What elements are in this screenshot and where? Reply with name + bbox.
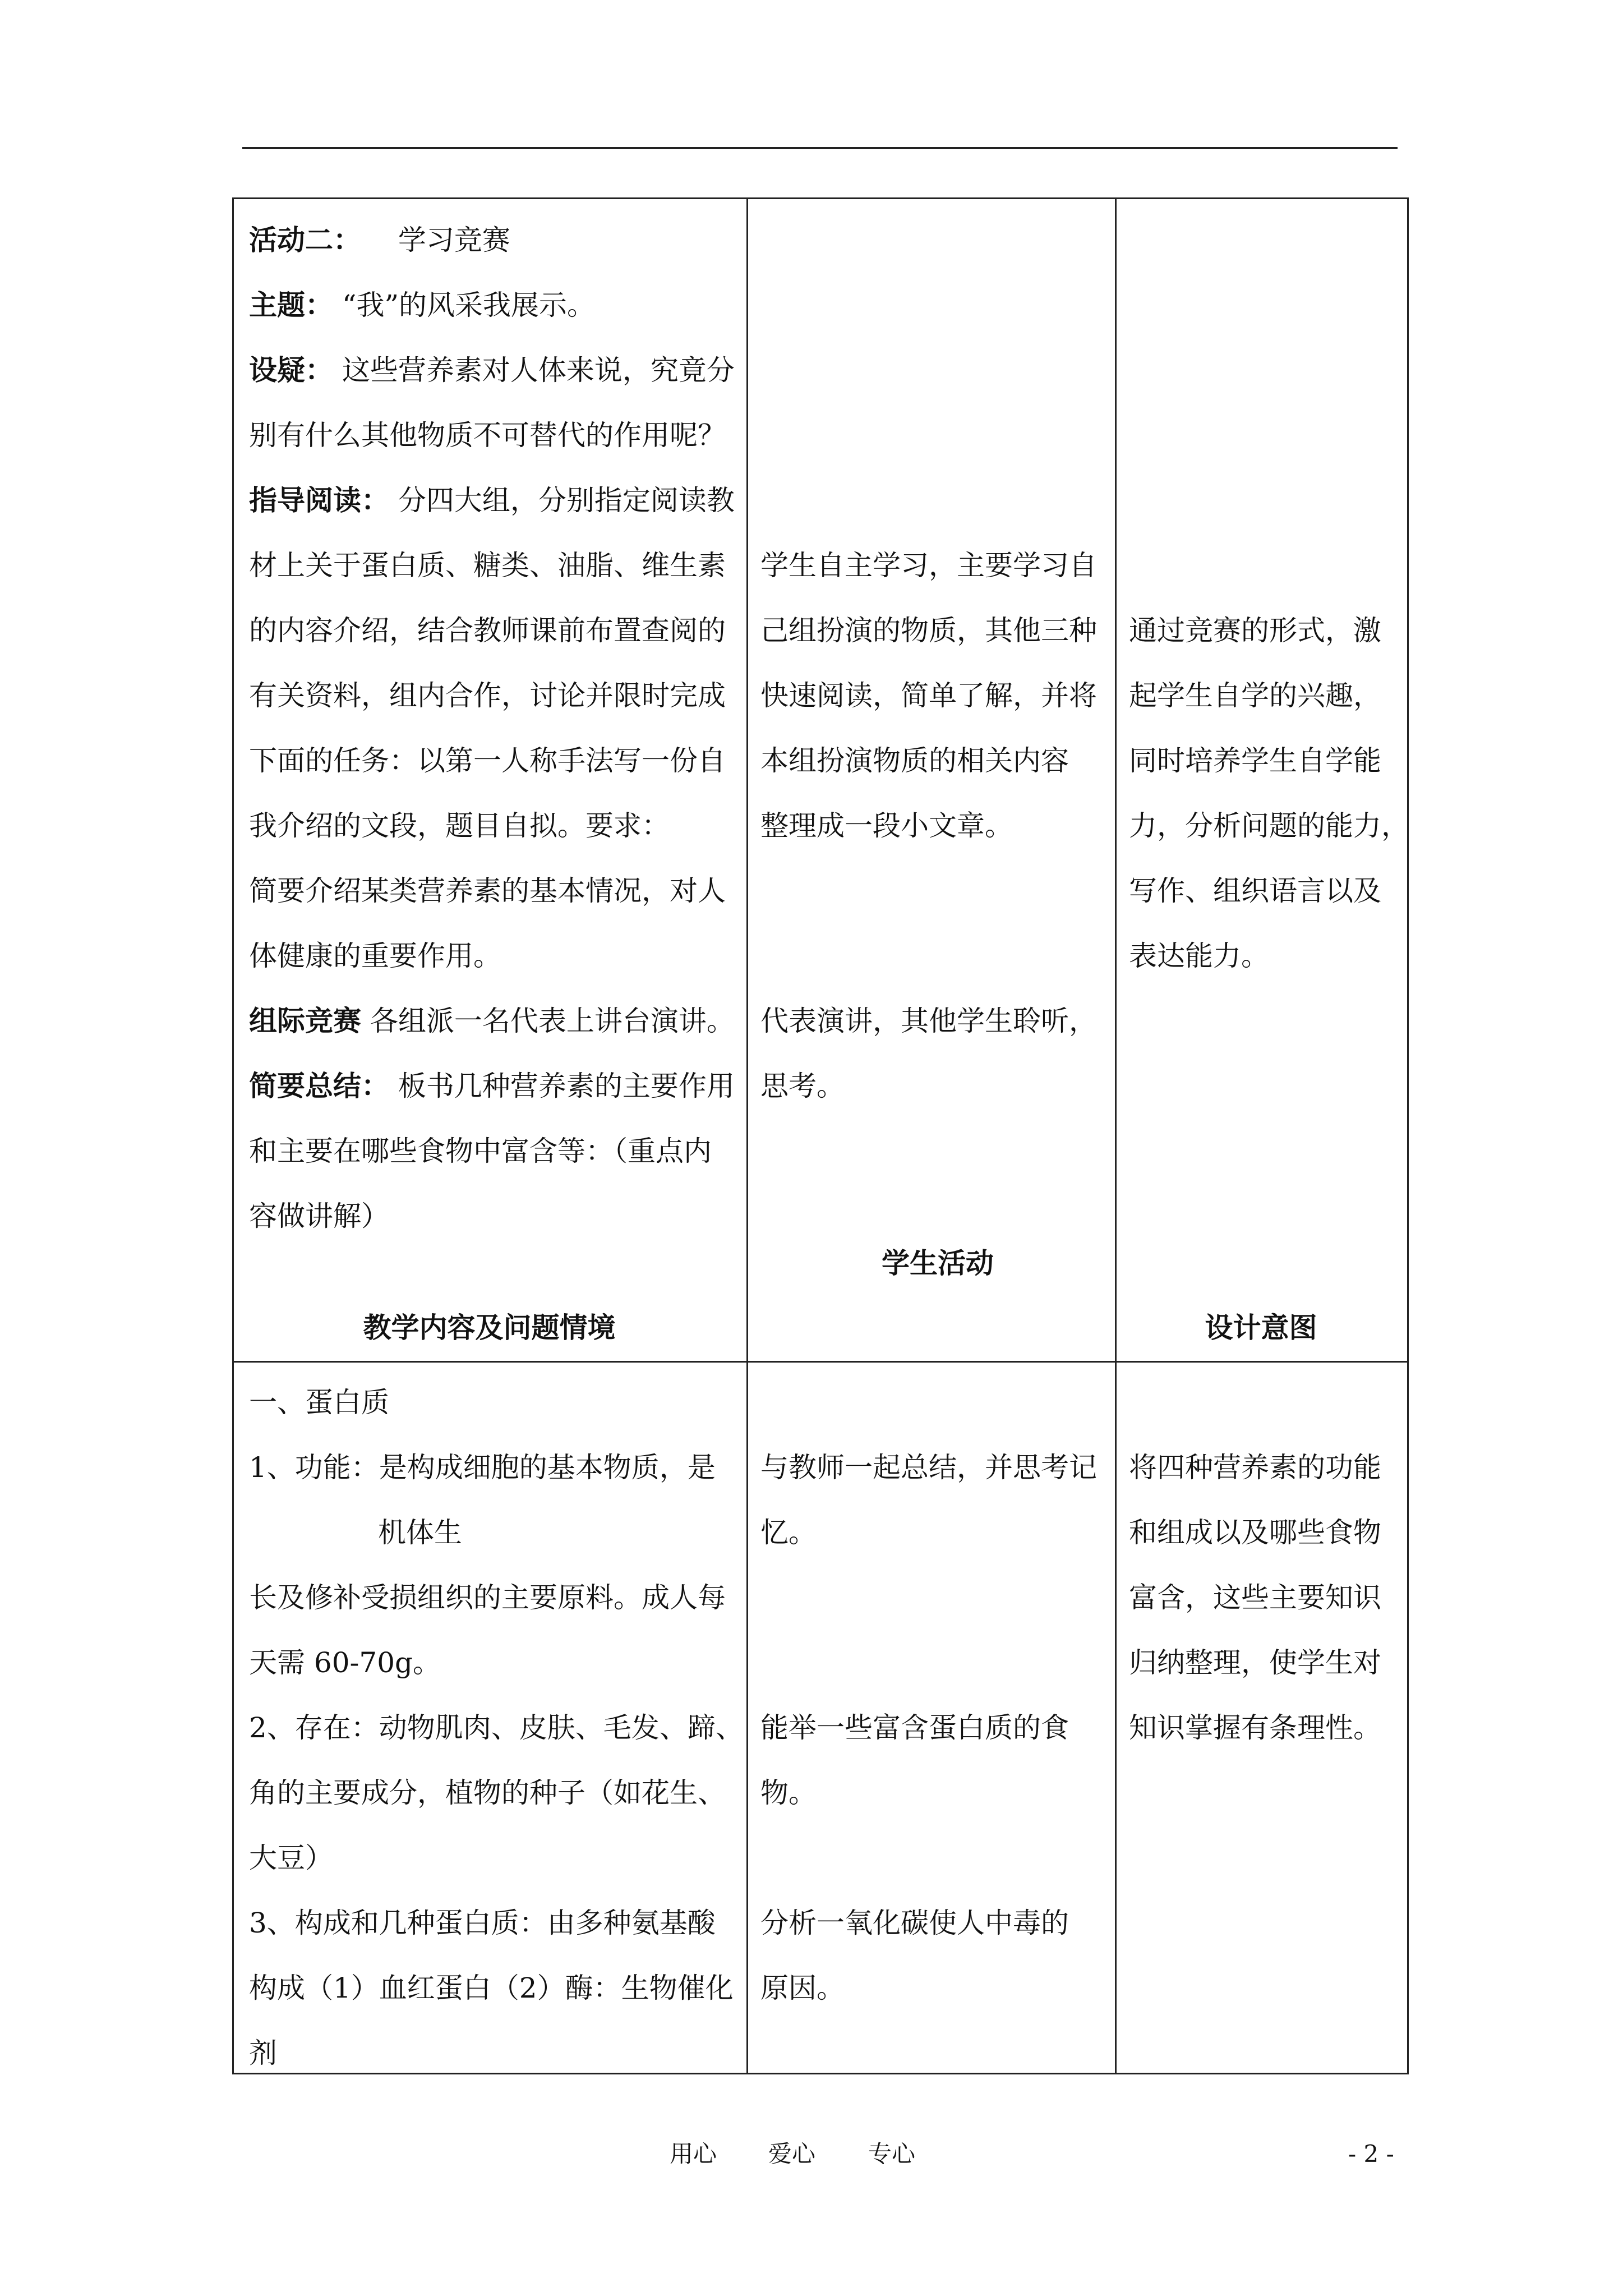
design-intent-line: 知识掌握有条理性。 [1129, 1711, 1381, 1744]
column-divider-1 [746, 197, 748, 2074]
content-line [249, 663, 726, 728]
content-line [249, 728, 726, 793]
content-line [249, 923, 501, 988]
design-intent-line: 归纳整理，使学生对 [1129, 1646, 1381, 1679]
content-line [249, 338, 735, 403]
content-line-text: 学习竞赛 [370, 224, 510, 256]
footer-motto-3: 专心 [868, 2140, 916, 2168]
content-line-label: 主题： [249, 288, 333, 321]
design-intent-line: 力，分析问题的能力， [1129, 809, 1409, 842]
protein-line: 一、蛋白质 [249, 1386, 389, 1419]
content-line [249, 468, 735, 533]
protein-line: 长及修补受损组织的主要原料。成人每 [249, 1581, 726, 1614]
content-line-text: 的内容介绍，结合教师课前布置查阅的 [249, 614, 726, 647]
protein-line: 大豆） [249, 1842, 333, 1874]
column-divider-2 [1115, 197, 1117, 2074]
content-line-text: 容做讲解） [249, 1200, 389, 1232]
student-activity-line: 己组扮演的物质，其他三种 [760, 614, 1097, 647]
content-line-text: 有关资料，组内合作，讨论并限时完成 [249, 679, 726, 712]
content-line-text: 别有什么其他物质不可替代的作用呢？ [249, 419, 726, 452]
student-activity-line: 物。 [760, 1777, 817, 1809]
protein-line: 1、功能：是构成细胞的基本物质，是 [249, 1451, 716, 1484]
content-line [249, 403, 726, 468]
student-activity-line: 忆。 [760, 1516, 817, 1549]
content-line [249, 598, 726, 663]
content-line-text: 这些营养素对人体来说，究竟分 [342, 354, 735, 386]
header-student-activity: 学生活动 [882, 1246, 994, 1280]
student-activity-line: 整理成一段小文章。 [760, 809, 1013, 842]
content-line [249, 208, 510, 273]
content-line-label: 指导阅读： [249, 484, 389, 517]
content-line [249, 858, 726, 923]
design-intent-line: 富含，这些主要知识 [1129, 1581, 1381, 1614]
student-activity-line: 快速阅读，简单了解，并将 [760, 679, 1097, 712]
student-activity-line: 能举一些富含蛋白质的食 [760, 1711, 1069, 1744]
content-line-text: 各组派一名代表上讲台演讲。 [370, 1005, 735, 1037]
content-line [249, 533, 726, 598]
content-line-text: 分四大组，分别指定阅读教 [398, 484, 735, 517]
content-line-text: 体健康的重要作用。 [249, 940, 501, 972]
student-activity-line: 思考。 [760, 1070, 845, 1102]
content-line-text: 我介绍的文段，题目自拟。要求： [249, 809, 670, 842]
content-line [249, 988, 735, 1053]
student-activity-line: 分析一氧化碳使人中毒的 [760, 1907, 1069, 1939]
content-line-text: “我”的风采我展示。 [342, 289, 596, 321]
content-line-label: 设疑： [249, 353, 333, 386]
content-line [249, 1119, 712, 1184]
student-activity-line: 原因。 [760, 1972, 845, 2004]
content-line [249, 793, 670, 858]
protein-line: 3、构成和几种蛋白质：由多种氨基酸 [249, 1907, 716, 1939]
protein-line: 2、存在：动物肌肉、皮肤、毛发、蹄、 [249, 1711, 744, 1744]
design-intent-line: 通过竞赛的形式，激 [1129, 614, 1381, 647]
content-line [249, 1053, 735, 1119]
protein-line: 构成（1）血红蛋白（2）酶：生物催化 [249, 1972, 734, 2004]
protein-line: 天需 60-70g。 [249, 1646, 441, 1679]
student-activity-line: 与教师一起总结，并思考记 [760, 1451, 1097, 1484]
content-line-label: 活动二： [249, 223, 361, 256]
design-intent-line: 同时培养学生自学能 [1129, 744, 1381, 777]
content-line [249, 273, 595, 338]
table-row-divider [232, 1361, 1409, 1363]
table-border-bottom [232, 2073, 1409, 2074]
footer-motto-2: 爱心 [768, 2140, 816, 2168]
design-intent-line: 将四种营养素的功能 [1129, 1451, 1381, 1484]
content-line-label: 组际竞赛 [249, 1004, 361, 1037]
footer-motto-1: 用心 [670, 2140, 717, 2168]
header-design-intent: 设计意图 [1205, 1311, 1317, 1344]
content-line-text: 简要介绍某类营养素的基本情况，对人 [249, 875, 726, 907]
protein-line: 机体生 [378, 1516, 462, 1549]
header-rule [242, 147, 1398, 149]
protein-line: 剂 [249, 2037, 277, 2069]
table-border-right [1407, 197, 1409, 2074]
protein-line: 角的主要成分，植物的种子（如花生、 [249, 1777, 726, 1809]
design-intent-line: 写作、组织语言以及 [1129, 875, 1381, 907]
table-border-left [232, 197, 234, 2074]
header-teaching-content: 教学内容及问题情境 [363, 1311, 616, 1344]
content-line-label: 简要总结： [249, 1069, 389, 1102]
content-line-text: 和主要在哪些食物中富含等：（重点内 [249, 1135, 712, 1167]
table-border-top [232, 197, 1409, 199]
design-intent-line: 和组成以及哪些食物 [1129, 1516, 1381, 1549]
student-activity-line: 学生自主学习，主要学习自 [760, 549, 1097, 582]
design-intent-line: 起学生自学的兴趣， [1129, 679, 1381, 712]
content-line-text: 下面的任务：以第一人称手法写一份自 [249, 744, 726, 777]
student-activity-line: 代表演讲，其他学生聆听， [760, 1005, 1097, 1037]
page-number: - 2 - [1348, 2140, 1394, 2168]
content-line-text: 材上关于蛋白质、糖类、油脂、维生素 [249, 549, 726, 582]
content-line-text: 板书几种营养素的主要作用 [398, 1070, 735, 1102]
content-line [249, 1184, 389, 1249]
lesson-table [232, 197, 1409, 2074]
student-activity-line: 本组扮演物质的相关内容 [760, 744, 1069, 777]
design-intent-line: 表达能力。 [1129, 940, 1269, 972]
